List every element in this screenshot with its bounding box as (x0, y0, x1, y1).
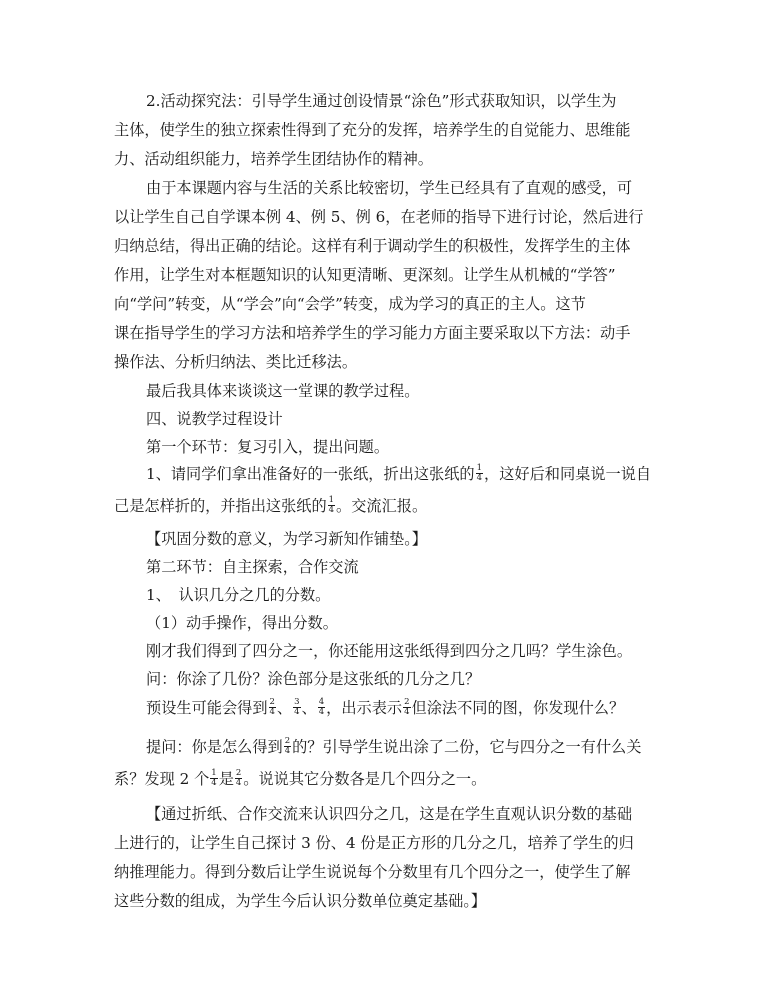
text-line: 上进行的，让学生自己探讨 3 份、4 份是正方形的几分之几，培养了学生的归 (114, 834, 634, 852)
text-line: 最后我具体来谈谈这一堂课的教学过程。 (146, 382, 420, 400)
fraction-denominator: 4 (318, 706, 325, 717)
fraction-denominator: 4 (284, 745, 291, 756)
fraction-one-quarter (328, 496, 335, 515)
fraction-denominator: 4 (404, 706, 410, 717)
text-line: 纳推理能力。得到分数后让学生说说每个分数里有几个四分之一，使学生了解 (114, 863, 631, 881)
text-segment: ，出示表示 (326, 699, 403, 717)
text-line-with-fraction (114, 768, 659, 792)
text-line-with-fraction (114, 495, 659, 519)
fraction-numerator: 2 (404, 696, 410, 707)
fraction-two-quarters (269, 698, 276, 717)
fraction-denominator: 4 (269, 706, 275, 717)
fraction-numerator: 1 (211, 767, 217, 778)
fraction-two-quarters (235, 769, 242, 788)
text-line: 2.活动探究法：引导学生通过创设情景“涂色”形式获取知识，以学生为 (146, 92, 617, 110)
fraction-denominator: 4 (476, 472, 483, 483)
fraction-numerator: 2 (284, 735, 291, 746)
fraction-two-quarters (403, 698, 410, 717)
text-line: 这些分数的组成，为学生今后认识分数单位奠定基础。】 (114, 892, 487, 910)
text-segment: 的？引导学生说出涂了二份，它与四分之一有什么关 (292, 738, 642, 756)
fraction-three-quarters (293, 698, 300, 717)
text-segment: 、 (301, 699, 317, 717)
annotation-note: 【巩固分数的意义，为学习新知作铺垫。】 (146, 530, 427, 548)
text-segment: 己是怎样折的，并指出这张纸的 (114, 497, 327, 515)
paragraph-activity-method (146, 90, 691, 114)
fraction-denominator: 4 (294, 706, 300, 717)
fraction-denominator: 4 (328, 504, 335, 515)
text-line: 力、活动组织能力，培养学生团结协作的精神。 (114, 150, 433, 168)
step-heading: 第二环节：自主探索，合作交流 (146, 558, 359, 576)
fraction-numerator: 2 (235, 767, 242, 778)
text-segment: 是 (218, 770, 234, 788)
text-line: 向“学问”转变，从“学会”向“会学”转变，成为学习的真正的主人。这节 (114, 295, 586, 313)
fraction-two-quarters (284, 737, 291, 756)
fraction-numerator: 2 (269, 696, 275, 707)
fraction-numerator: 4 (318, 696, 325, 707)
text-segment: 1、请同学们拿出准备好的一张纸，折出这张纸的 (146, 465, 475, 483)
text-line: 归纳总结，得出正确的结论。这样有利于调动学生的积极性，发挥学生的主体 (114, 237, 631, 255)
text-line: 问：你涂了几份？涂色部分是这张纸的几分之几？ (146, 670, 481, 688)
text-segment: 、 (276, 699, 293, 717)
text-line: 作用，让学生对本框题知识的认知更清晰、更深刻。让学生从机械的“学答” (114, 266, 616, 284)
fraction-four-quarters (318, 698, 325, 717)
text-segment: 预设生可能会得到 (146, 699, 268, 717)
step-heading: 第一个环节：复习引入，提出问题。 (146, 438, 389, 456)
text-line: 由于本课题内容与生活的关系比较密切，学生已经具有了直观的感受，可 (146, 179, 632, 197)
text-line: 1、 认识几分之几的分数。 (146, 586, 331, 604)
text-segment: 提问：你是怎么得到 (146, 738, 283, 756)
text-segment: 。说说其它分数各是几个四分之一。 (243, 770, 487, 788)
text-line-with-fraction (146, 463, 691, 487)
text-segment: ，这好后和同桌说一说自 (484, 465, 652, 483)
text-line: 操作法、分析归纳法、类比迁移法。 (114, 353, 357, 371)
text-line: 以让学生自己自学课本例 4、例 5、例 6，在老师的指导下进行讨论，然后进行 (114, 208, 644, 226)
fraction-denominator: 4 (235, 777, 242, 788)
text-line: （1）动手操作，得出分数。 (146, 614, 338, 632)
text-line-with-fraction (146, 697, 691, 721)
text-line: 主体，使学生的独立探索性得到了充分的发挥，培养学生的自觉能力、思维能 (114, 121, 631, 139)
annotation-note: 【通过折纸、合作交流来认识四分之几，这是在学生直观认识分数的基础 (146, 805, 632, 823)
text-line: 课在指导学生的学习方法和培养学生的学习能力方面主要采取以下方法：动手 (114, 324, 631, 342)
section-heading: 四、说教学过程设计 (146, 410, 283, 428)
text-segment: 但涂法不同的图，你发现什么？ (411, 699, 625, 717)
fraction-one-quarter (476, 464, 483, 483)
fraction-numerator: 3 (294, 696, 300, 707)
text-line: 刚才我们得到了四分之一，你还能用这张纸得到四分之几吗？学生涂色。 (146, 642, 632, 660)
text-line-with-fraction (146, 736, 691, 760)
fraction-numerator: 1 (328, 494, 335, 505)
fraction-numerator: 1 (476, 462, 483, 473)
text-segment: 系？发现 2 个 (114, 770, 210, 788)
fraction-denominator: 4 (211, 777, 217, 788)
text-segment: 。交流汇报。 (336, 497, 428, 515)
fraction-one-quarter (210, 769, 217, 788)
